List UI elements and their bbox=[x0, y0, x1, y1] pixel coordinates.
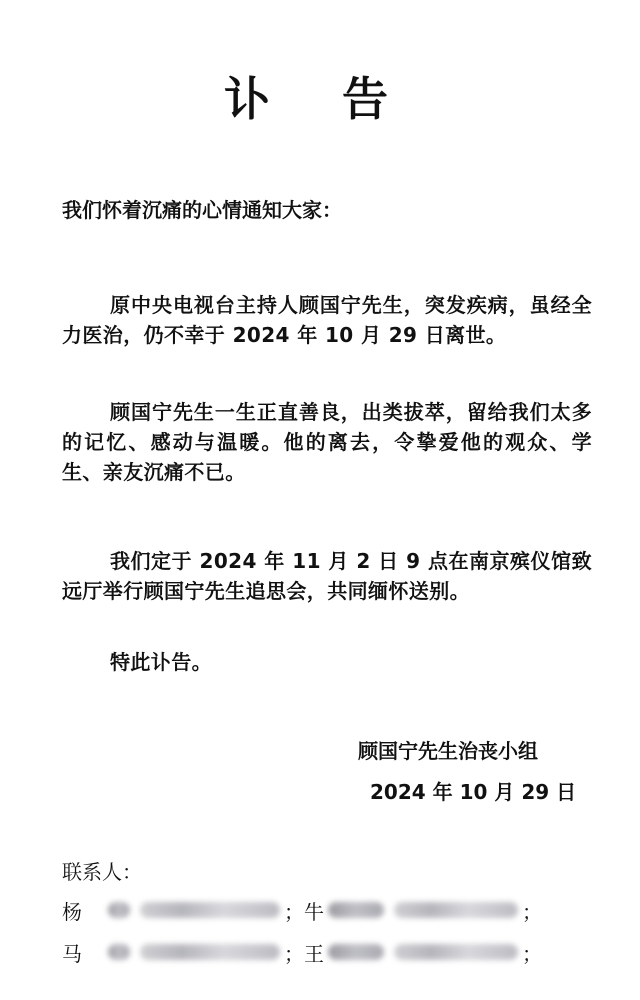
contact-separator: ； bbox=[522, 942, 542, 966]
redacted-name bbox=[108, 902, 130, 918]
contact-surname: 马 bbox=[62, 942, 82, 966]
signature-date: 2024 年 10 月 29 日 bbox=[370, 780, 577, 804]
redacted-phone bbox=[394, 902, 518, 918]
redacted-phone bbox=[140, 944, 280, 960]
greeting-line: 我们怀着沉痛的心情通知大家： bbox=[62, 198, 342, 222]
page-title: 讣 告 bbox=[223, 72, 416, 126]
signature-organization: 顾国宁先生治丧小组 bbox=[358, 739, 538, 763]
contact-separator: ； bbox=[284, 900, 304, 924]
redacted-name bbox=[108, 944, 130, 960]
contact-surname: 牛 bbox=[304, 900, 324, 924]
contact-surname: 杨 bbox=[62, 900, 82, 924]
contact-row bbox=[62, 934, 622, 970]
contacts-label: 联系人： bbox=[62, 860, 142, 884]
paragraph-announcement: 原中央电视台主持人顾国宁先生，突发疾病，虽经全力医治，仍不幸于 2024 年 10 月 29 日离世。 bbox=[62, 293, 592, 347]
redacted-name bbox=[328, 944, 384, 960]
paragraph-tribute: 顾国宁先生一生正直善良，出类拔萃，留给我们太多的记忆、感动与温暖。他的离去，令挚爱他的观众、学生、亲友沉痛不已。 bbox=[62, 400, 592, 484]
contact-surname: 王 bbox=[304, 942, 324, 966]
paragraph-closing: 特此讣告。 bbox=[110, 650, 212, 674]
redacted-name bbox=[328, 902, 384, 918]
contact-separator: ； bbox=[522, 900, 542, 924]
contact-separator: ； bbox=[284, 942, 304, 966]
redacted-phone bbox=[140, 902, 280, 918]
redacted-phone bbox=[394, 944, 518, 960]
paragraph-memorial-service: 我们定于 2024 年 11 月 2 日 9 点在南京殡仪馆致远厅举行顾国宁先生追思会，共同缅怀送别。 bbox=[62, 549, 592, 603]
contact-row bbox=[62, 892, 622, 928]
